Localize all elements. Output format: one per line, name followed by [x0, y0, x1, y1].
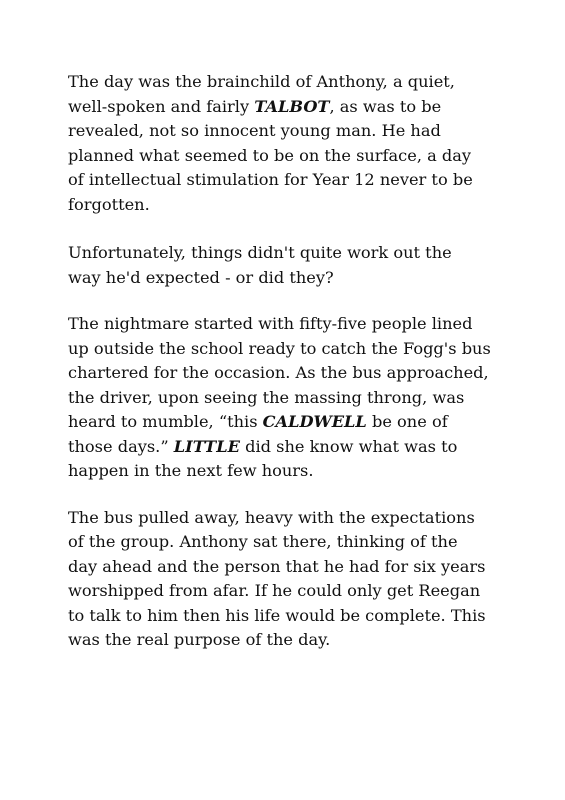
- p3-text-1: The nightmare started with fifty-five people lined up outside the school ready to catch the Fogg's bus chartered for the occasion. As the bus approached, the driver, upon seeing the massing throng, was heard to mumble, “this: [68, 314, 491, 431]
- paragraph-4: [68, 506, 538, 653]
- p3-emphasis-little: LITTLE: [173, 436, 240, 456]
- paragraph-1: [68, 70, 538, 217]
- p1-text-1: The day was the brainchild of Anthony, a quiet, well-spoken and fairly: [68, 72, 455, 116]
- p2-text-1: Unfortunately, things didn't quite work out the way he'd expected - or did they?: [68, 243, 452, 287]
- paragraph-2: [68, 241, 538, 290]
- p3-text-2: be one of those days.”: [68, 412, 448, 456]
- document-page: [68, 70, 538, 653]
- p1-emphasis-talbot: TALBOT: [254, 96, 330, 116]
- p3-text-3: did she know what was to happen in the next few hours.: [68, 436, 458, 480]
- p1-text-2: , as was to be revealed, not so innocent young man. He had planned what seemed to be on the surface, a day of intellectual stimulation for Year 12 never to be forgotten.: [68, 96, 473, 214]
- p3-emphasis-caldwell: CALDWELL: [262, 412, 367, 431]
- paragraph-3: [68, 312, 538, 484]
- p4-text-1: The bus pulled away, heavy with the expectations of the group. Anthony sat there, thinking of the day ahead and the person that he had for six years worshipped from afar. If he could only get Reegan to talk to him then his life would be complete. This was the real purpose of the day.: [68, 507, 486, 649]
